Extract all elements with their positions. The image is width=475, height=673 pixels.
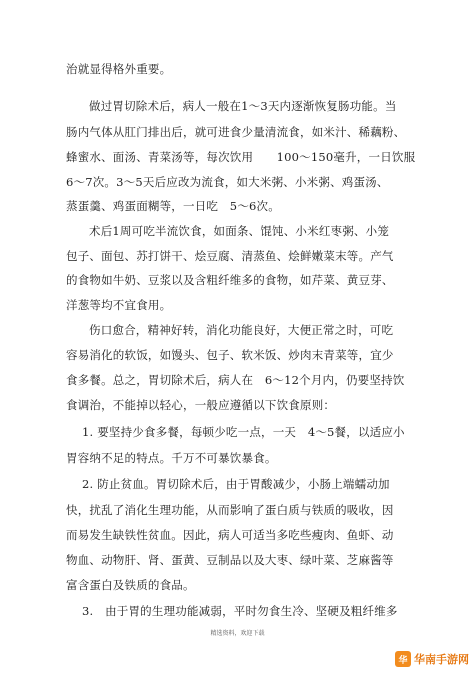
text-line: 富含蛋白及铁质的食品。 [66,578,195,592]
page-footer: 精选资料，欢迎下载 [210,630,265,637]
text-line: 快，扰乱了消化生理功能，从而影响了蛋白质与铁质的吸收，因 [66,503,394,517]
text-line: 洋葱等均不宜食用。 [66,298,172,312]
text-line: 治就显得格外重要。 [66,62,172,76]
text-line: 食调治，不能掉以轻心，一般应遵循以下饮食原则： [66,398,336,412]
text-line: 物血、动物肝、肾、蛋黄、豆制品以及大枣、绿叶菜、芝麻酱等 [66,553,394,567]
text-line: 伤口愈合，精神好转，消化功能良好，大便正常之时，可吃 [89,323,394,337]
text-line: 蒸蛋羹、鸡蛋面糊等，一日吃 5～6次。 [66,199,280,213]
text-line: 肠内气体从肛门排出后，就可进食少量清流食，如米汁、稀藕粉、 [66,125,406,139]
text-line: 术后1周可吃半流饮食，如面条、馄饨、小米红枣粥、小笼 [89,224,390,238]
text-line: 而易发生缺铁性贫血。因此，病人可适当多吃些瘦肉、鱼虾、动 [66,528,394,542]
site-watermark [395,651,469,667]
text-line: 2. 防止贫血。胃切除术后，由于胃酸减少，小肠上端蠕动加 [82,477,390,491]
text-line: 食多餐。总之，胃切除术后，病人在 6～12个月内，仍要坚持饮 [66,373,405,387]
text-line: 6～7次。3～5天后应改为流食，如大米粥、小米粥、鸡蛋汤、 [66,175,389,189]
text-line: 容易消化的软饭，如馒头、包子、软米饭、炒肉末青菜等，宜少 [66,348,394,362]
text-line: 1. 要坚持少食多餐，每顿少吃一点，一天 4～5餐，以适应小 [82,425,405,439]
text-line: 蜂蜜水、面汤、青菜汤等，每次饮用 100～150毫升，一日饮服 [66,150,416,164]
text-line: 包子、面包、苏打饼干、烩豆腐、清蒸鱼、烩鲜嫩菜末等。产气 [66,249,394,263]
text-line: 胃容纳不足的特点。千万不可暴饮暴食。 [66,451,277,465]
watermark-logo-icon: 华 [395,651,411,667]
watermark-text: 华南手游网 [414,653,469,666]
text-line: 3. 由于胃的生理功能减弱，平时勿食生冷、坚硬及粗纤维多 [82,604,398,618]
text-line: 做过胃切除术后，病人一般在1～3天内逐渐恢复肠功能。当 [89,99,397,113]
text-line: 的食物如牛奶、豆浆以及含粗纤维多的食物，如芹菜、黄豆芽、 [66,273,394,287]
